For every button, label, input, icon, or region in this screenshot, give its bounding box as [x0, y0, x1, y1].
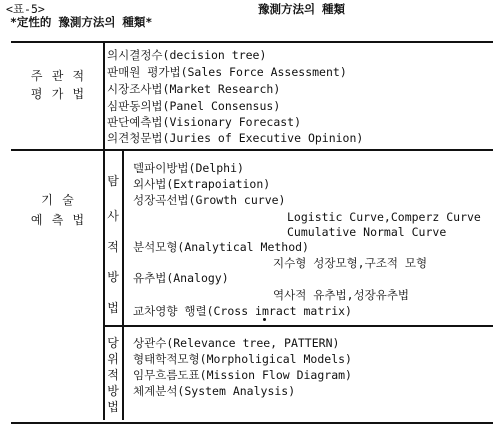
print-speck: [263, 318, 266, 321]
category-technical-line1: 기 술: [41, 193, 75, 207]
method-item-cross-impact: 교차영향 행렬(Cross imract matrix): [133, 304, 352, 318]
table-caption-title: 豫測方法의 種類: [258, 2, 346, 16]
subcategory-exploratory-char: 법: [107, 301, 119, 315]
section-divider: [11, 149, 493, 151]
subcategory-normative-char: 방: [107, 384, 119, 398]
category-subjective-line2: 평 가 법: [30, 87, 86, 101]
subcategory-exploratory-char: 사: [107, 209, 119, 223]
method-item-analogy: 유추법(Analogy): [133, 271, 229, 285]
method-detail-logistic: Logistic Curve,Comperz Curve: [287, 210, 481, 224]
method-detail-exponential: 지수형 성장모형,구조적 모형: [273, 256, 428, 270]
subcategory-exploratory-char: 적: [107, 240, 119, 254]
subcategory-exploratory-char: 방: [107, 270, 119, 284]
table-subtitle: *定性的 豫測方法의 種類*: [10, 15, 153, 29]
method-item: 시장조사법(Market Research): [107, 82, 281, 96]
category-subjective-line1: 주 관 적: [30, 69, 86, 83]
category-technical-line2: 예 측 법: [30, 213, 86, 227]
method-item-analytical: 분석모형(Analytical Method): [133, 240, 309, 254]
method-item-normative: 임무흐름도표(Mission Flow Diagram): [133, 368, 352, 382]
method-item-growth: 성장곡선법(Growth curve): [133, 193, 286, 207]
subcategory-normative-char: 당: [107, 336, 119, 350]
table-caption-label: <표-5>: [6, 2, 45, 16]
method-item-extrapolation: 외사법(Extrapoiation): [133, 177, 271, 191]
method-item: 판단예측법(Visionary Forecast): [107, 115, 302, 129]
method-item-normative: 형태학적모형(Morpholigical Models): [133, 352, 352, 366]
method-item: 판매원 평가법(Sales Force Assessment): [107, 65, 347, 79]
method-item-normative: 상관수(Relevance tree, PATTERN): [133, 336, 340, 350]
subcategory-exploratory-char: 탐: [107, 174, 119, 188]
method-item: 심판동의법(Panel Consensus): [107, 99, 281, 113]
method-item-normative: 체계분석(System Analysis): [133, 384, 296, 398]
subcategory-normative-char: 적: [107, 368, 119, 382]
method-detail-historical: 역사적 유추법,성장유추법: [273, 288, 410, 302]
method-item: 의시결정수(decision tree): [107, 48, 267, 62]
method-item-delphi: 델파이방법(Delphi): [133, 161, 244, 175]
method-item: 의견청문법(Juries of Executive Opinion): [107, 131, 364, 145]
method-detail-cumulative: Cumulative Normal Curve: [287, 225, 447, 239]
subcategory-normative-char: 법: [107, 400, 119, 414]
subcategory-normative-char: 위: [107, 352, 119, 366]
subcategory-divider: [103, 325, 493, 327]
